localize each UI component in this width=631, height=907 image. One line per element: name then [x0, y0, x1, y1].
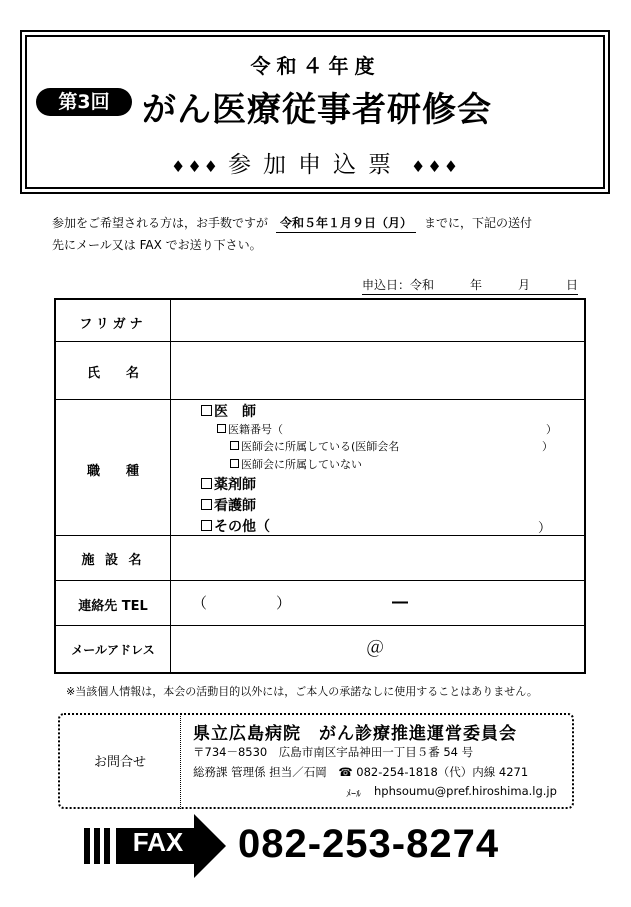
apply-date-field[interactable]: 申込日：令和 年 月 日 [362, 276, 578, 295]
organization-name: 県立広島病院 がん診療推進運営委員会 [193, 724, 517, 744]
furigana-input[interactable] [171, 300, 584, 340]
facility-input[interactable] [171, 536, 584, 579]
checkbox-other[interactable] [201, 516, 270, 536]
checkbox-icon [201, 499, 212, 510]
assoc-member-close: ） [542, 440, 553, 453]
deadline: 令和５年１月９日（月） [276, 216, 416, 233]
checkbox-icon [201, 520, 212, 531]
intro-line-1 [52, 214, 532, 231]
checkbox-assoc-nonmember[interactable] [230, 456, 362, 472]
diamond-left-icon: ♦♦♦ [170, 157, 220, 176]
checkbox-icon [201, 478, 212, 489]
contact-department: 総務課 管理係 担当／石岡 ☎ 082-254-1818（代）内線 4271 [193, 765, 529, 779]
tel-label: 連絡先 TEL [78, 599, 148, 614]
tel-dash: ― [392, 592, 408, 611]
row-divider [54, 399, 586, 400]
pharmacist-label: 薬剤師 [214, 477, 256, 493]
subtitle-text: 参加申込票 [228, 152, 403, 178]
intro-text-after: までに，下記の送付 [424, 216, 533, 230]
page-title: がん医療従事者研修会 [142, 90, 492, 130]
checkbox-doctor[interactable] [201, 401, 256, 421]
fax-number: 082-253-8274 [238, 822, 500, 866]
privacy-notice: ※当該個人情報は，本会の活動目的以外には，ご本人の承諾なしに使用することはありません。 [66, 685, 538, 698]
assoc-nonmember-label: 医師会に所属していない [241, 458, 362, 471]
tel-open-paren: （ [192, 594, 208, 612]
checkbox-assoc-member[interactable] [230, 438, 399, 454]
checkbox-pharmacist[interactable] [201, 474, 256, 494]
name-label: 氏 名 [86, 366, 139, 381]
session-badge: 第3回 [36, 88, 132, 116]
contact-email[interactable]: hphsoumu@pref.hiroshima.lg.jp [374, 784, 557, 798]
name-input[interactable] [171, 342, 584, 398]
furigana-label: フリガナ [79, 317, 147, 332]
checkbox-icon [230, 441, 239, 450]
facility-label: 施 設 名 [81, 553, 145, 568]
occupation-label: 職 種 [86, 464, 139, 479]
mail-label: ﾒｰﾙ [346, 789, 361, 800]
checkbox-doctor-reg[interactable] [217, 421, 283, 437]
doctor-reg-close: ） [546, 423, 557, 436]
tel-input[interactable] [171, 581, 584, 624]
fax-label: FAX [132, 827, 184, 857]
at-sign: ＠ [366, 638, 384, 659]
checkbox-icon [201, 405, 212, 416]
email-input[interactable] [171, 626, 584, 672]
contact-divider [180, 713, 181, 809]
email-label: メールアドレス [71, 643, 155, 657]
checkbox-icon [230, 459, 239, 468]
doctor-reg-label: 医籍番号（ [228, 423, 283, 436]
contact-label: お問合せ [93, 755, 146, 770]
header-year: 令和４年度 [250, 54, 381, 78]
intro-text: 参加をご希望される方は，お手数ですが [52, 216, 269, 230]
form-subtitle [0, 146, 631, 179]
contact-address: 〒734－8530 広島市南区宇品神田一丁目５番 54 号 [193, 745, 474, 759]
tel-close-paren: ） [276, 594, 292, 612]
nurse-label: 看護師 [214, 498, 256, 514]
diamond-right-icon: ♦♦♦ [411, 157, 461, 176]
other-close: ） [538, 521, 552, 536]
assoc-member-label: 医師会に所属している(医師会名 [241, 440, 400, 453]
doctor-label: 医 師 [214, 404, 256, 420]
checkbox-icon [217, 424, 226, 433]
checkbox-nurse[interactable] [201, 495, 256, 515]
intro-line-2: 先にメール又は FAX でお送り下さい。 [52, 238, 262, 252]
other-label: その他（ [214, 519, 270, 535]
